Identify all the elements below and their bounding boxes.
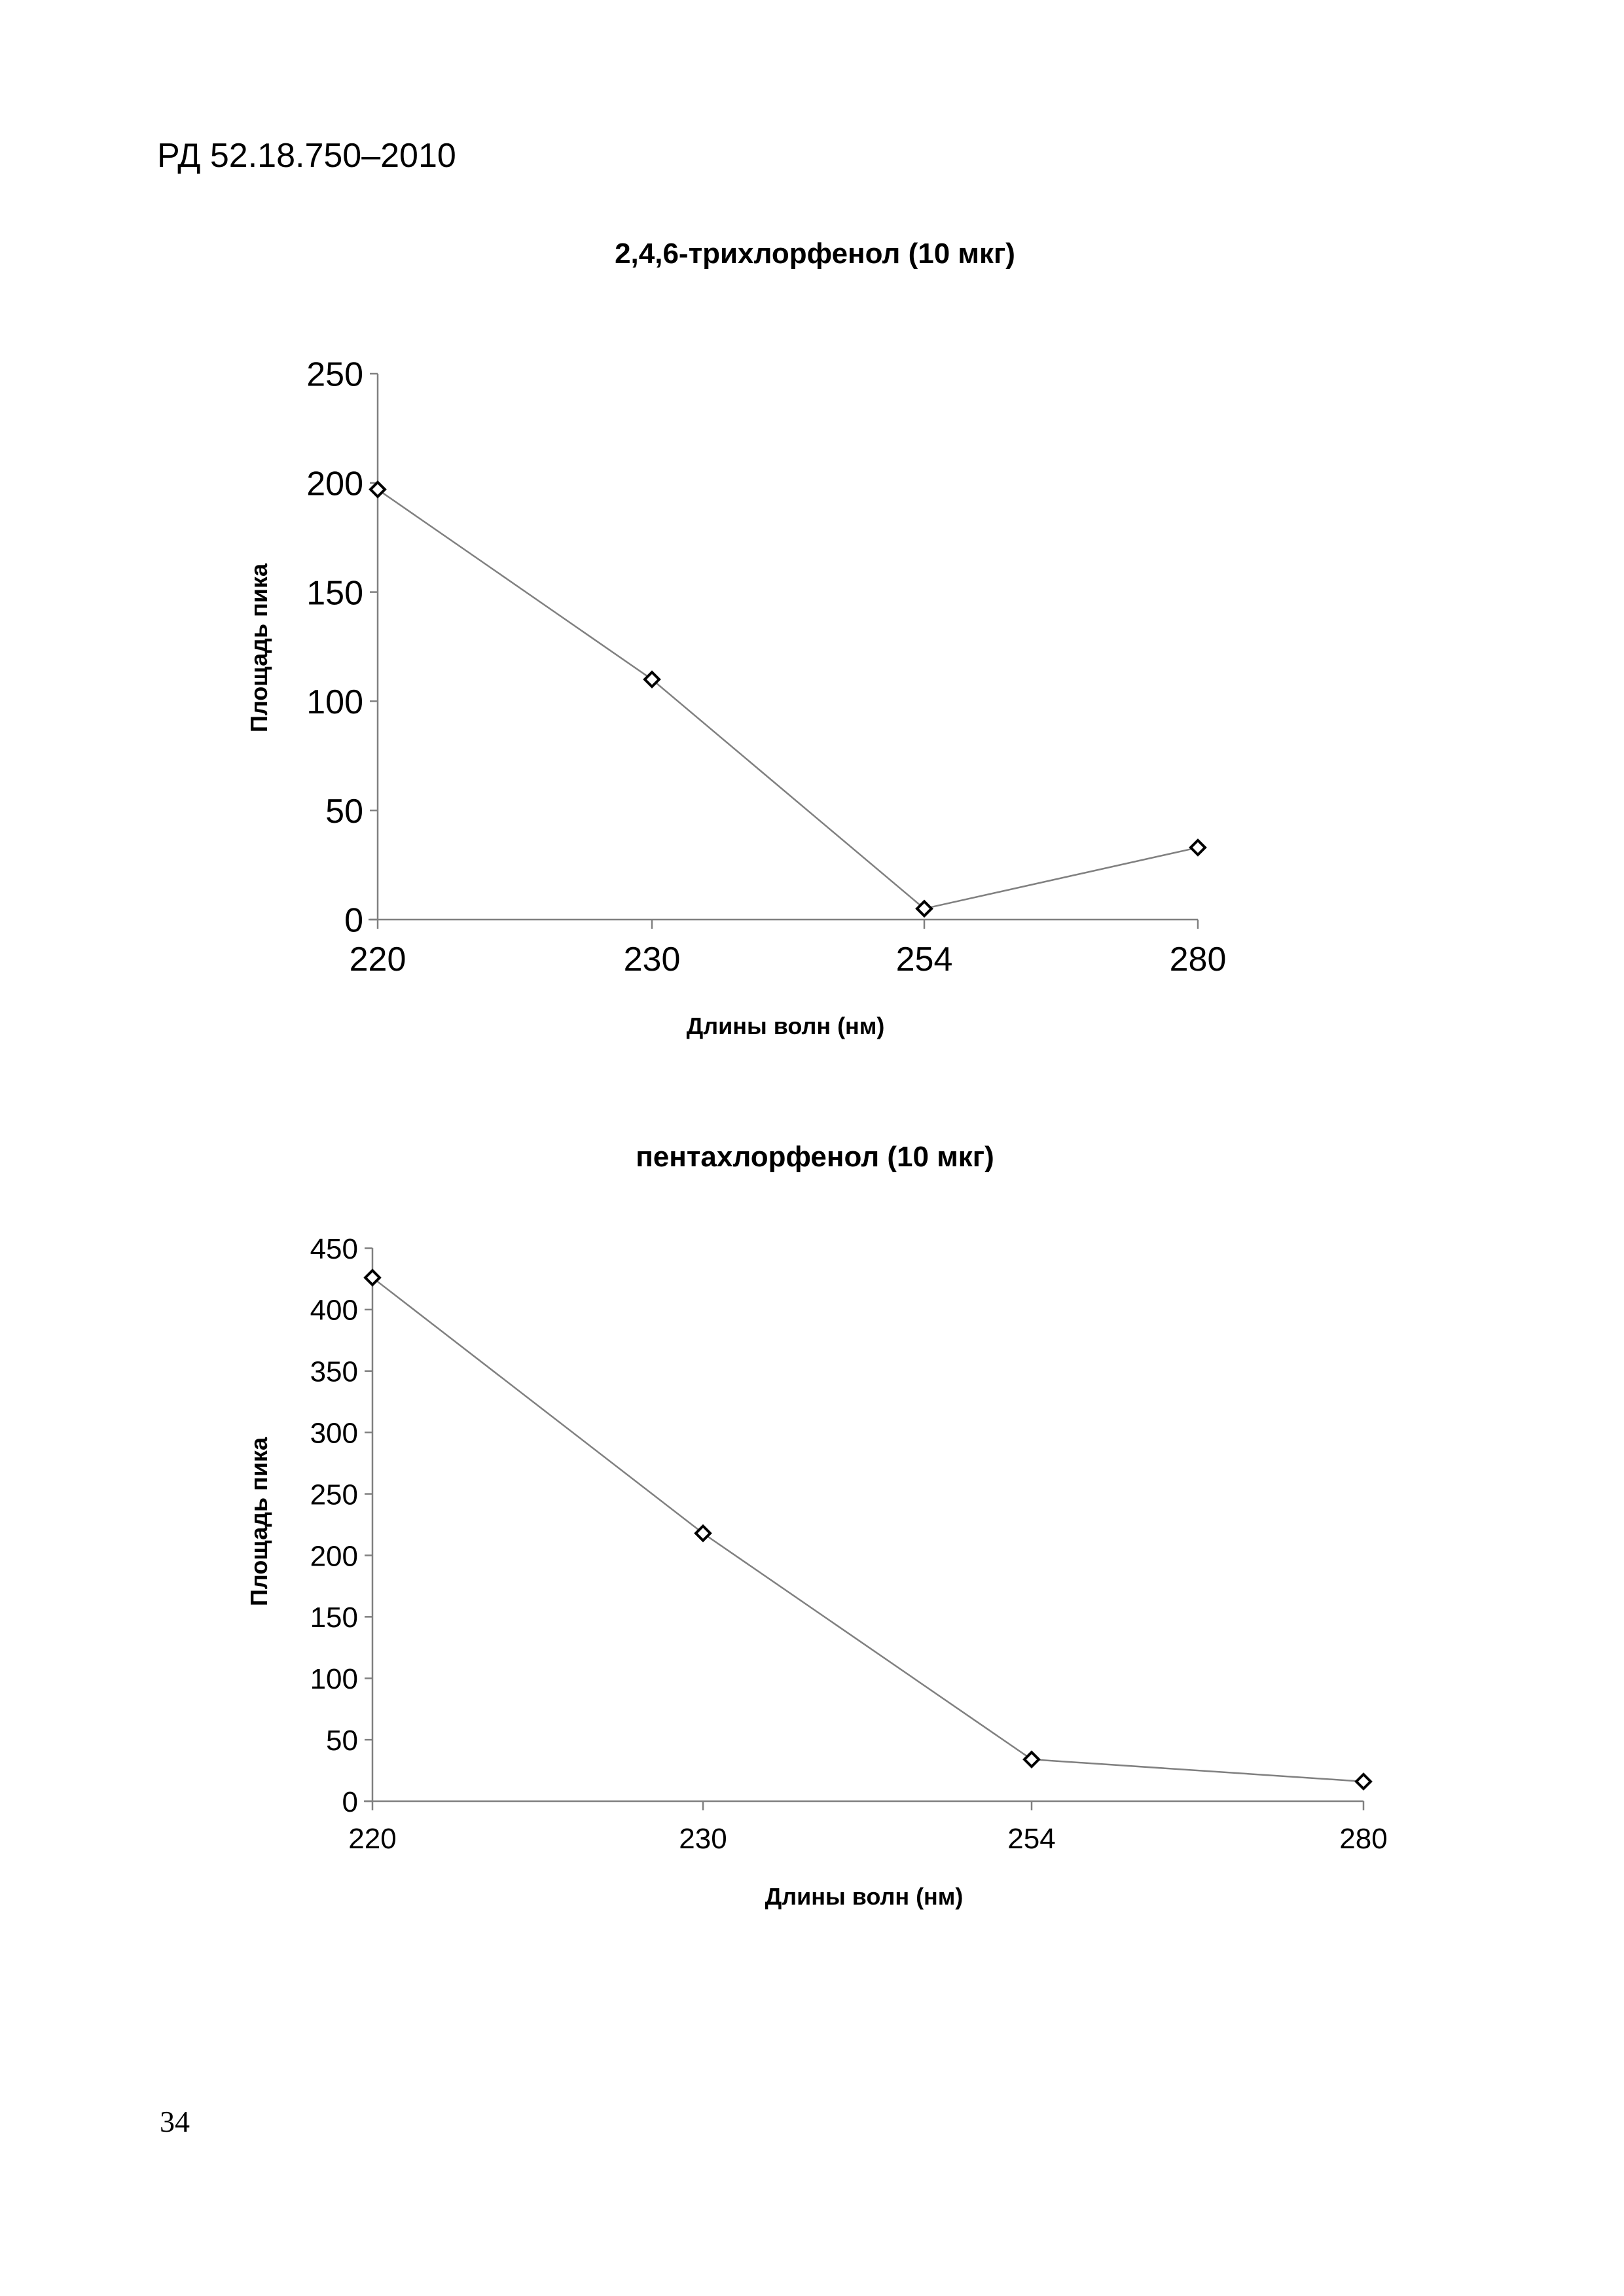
page-number: 34: [160, 2105, 190, 2138]
x-tick-label: 254: [895, 941, 953, 978]
x-axis-label: Длины волн (нм): [686, 1013, 885, 1039]
x-tick-label: 230: [623, 941, 681, 978]
y-tick-label: 150: [310, 1602, 358, 1634]
y-tick-label: 200: [306, 465, 363, 503]
data-point: [1024, 1752, 1039, 1767]
x-tick-label: 220: [348, 1823, 397, 1855]
y-tick-label: 250: [306, 355, 363, 394]
x-tick-label: 280: [1169, 941, 1227, 978]
chart-title: 2,4,6-трихлорфенол (10 мкг): [615, 238, 1015, 270]
chart-title: пентахлорфенол (10 мкг): [636, 1141, 994, 1173]
y-tick-label: 150: [306, 574, 363, 613]
data-point: [1356, 1774, 1371, 1789]
y-tick-label: 100: [306, 683, 363, 722]
y-axis-label: Площадь пика: [245, 564, 272, 732]
x-tick-label: 220: [349, 941, 406, 978]
y-tick-label: 0: [344, 901, 363, 940]
x-tick-label: 254: [1007, 1823, 1056, 1855]
y-tick-label: 50: [325, 792, 363, 831]
y-axis-label: Площадь пика: [245, 1437, 272, 1606]
series-line: [372, 1278, 1363, 1782]
data-point: [696, 1526, 710, 1541]
y-tick-label: 50: [326, 1724, 358, 1757]
x-tick-label: 230: [679, 1823, 727, 1855]
y-tick-label: 0: [342, 1785, 358, 1818]
y-tick-label: 450: [310, 1232, 358, 1265]
x-axis-label: Длины волн (нм): [765, 1883, 964, 1910]
y-tick-label: 200: [310, 1540, 358, 1573]
x-tick-label: 280: [1339, 1823, 1388, 1855]
y-tick-label: 100: [310, 1663, 358, 1696]
y-tick-label: 350: [310, 1355, 358, 1388]
document-code: РД 52.18.750–2010: [157, 137, 456, 175]
y-tick-label: 400: [310, 1294, 358, 1327]
data-point: [365, 1270, 380, 1285]
y-tick-label: 300: [310, 1417, 358, 1450]
y-tick-label: 250: [310, 1479, 358, 1511]
